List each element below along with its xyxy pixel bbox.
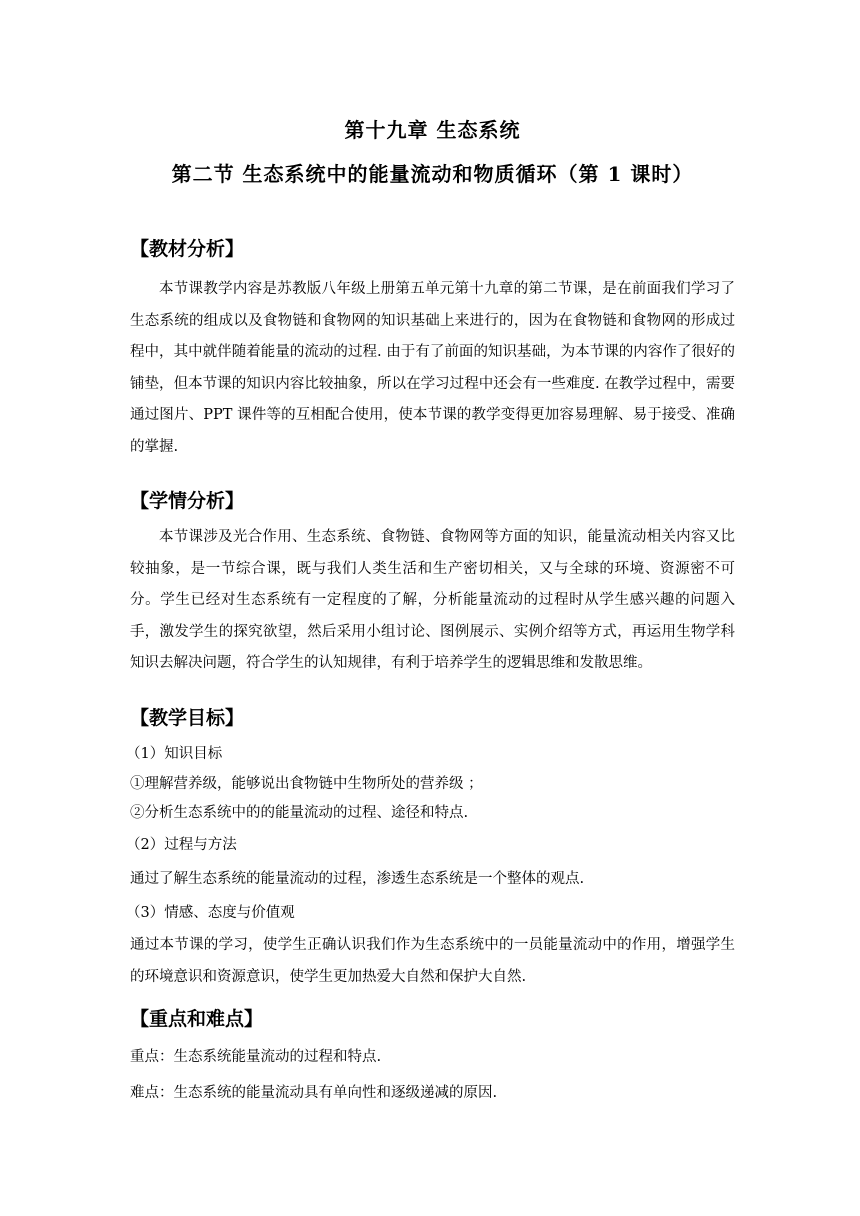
knowledge-goals-label: （1）知识目标 <box>126 746 223 762</box>
key-points-heading: 【重点和难点】 <box>130 1008 264 1030</box>
learner-analysis-text: 本节课涉及光合作用、生态系统、食物链、食物网等方面的知识，能量流动相关内容又比较抽象，是一节综合课，既与我们人类生活和生产密切相关，又与全球的环境、资源密不可分。学生已经对生态系统有一定程度的了解，分析能量流动的过程时从学生感兴趣的问题入手，激发学生的探究欲望，然后采用小组讨论、图例展示、实例介绍等方式，再运用生物学科知识去解决问题，符合学生的认知规律，有利于培养学生的逻辑思维和发散思维。 <box>130 529 735 671</box>
emotion-values-text: 通过本节课的学习，使学生正确认识我们作为生态系统中的一员能量流动中的作用，增强学生的环境意识和资源意识，使学生更加热爱大自然和保护大自然. <box>130 937 735 985</box>
difficulty-text: 难点：生态系统的能量流动具有单向性和逐级递减的原因. <box>130 1085 498 1101</box>
key-point-text: 重点：生态系统能量流动的过程和特点. <box>130 1049 382 1065</box>
knowledge-goal-item: ①理解营养级，能够说出食物链中生物所处的营养级 ； <box>130 776 483 792</box>
textbook-analysis-text: 本节课教学内容是苏教版八年级上册第五单元第十九章的第二节课，是在前面我们学习了生态系统的组成以及食物链和食物网的知识基础上来进行的，因为在食物链和食物网的形成过程中，其中就伴随着能量的流动的过程. 由于有了前面的知识基础，为本节课的内容作了很好的铺垫，但本节课的知识内容比较抽象，所以在学习过程中还会有一些难度. 在教学过程中，需要通过图片、PPT 课件等的互相配合使用，使本节课的教学变得更加容易理解、易于接受、准确的掌握. <box>130 281 735 455</box>
emotion-values-label: （3）情感、态度与价值观 <box>126 905 295 921</box>
learner-analysis-heading: 【学情分析】 <box>130 490 245 512</box>
textbook-analysis-heading: 【教材分析】 <box>130 238 245 260</box>
process-method-label: （2）过程与方法 <box>126 837 237 853</box>
chapter-title: 第十九章 生态系统 <box>344 118 521 142</box>
knowledge-goal-item: ②分析生态系统中的的能量流动的过程、途径和特点. <box>130 805 469 821</box>
section-title: 第二节 生态系统中的能量流动和物质循环（第 1 课时） <box>171 162 694 186</box>
teaching-goals-heading: 【教学目标】 <box>130 707 245 729</box>
process-method-text: 通过了解生态系统的能量流动的过程，渗透生态系统是一个整体的观点. <box>130 871 585 887</box>
